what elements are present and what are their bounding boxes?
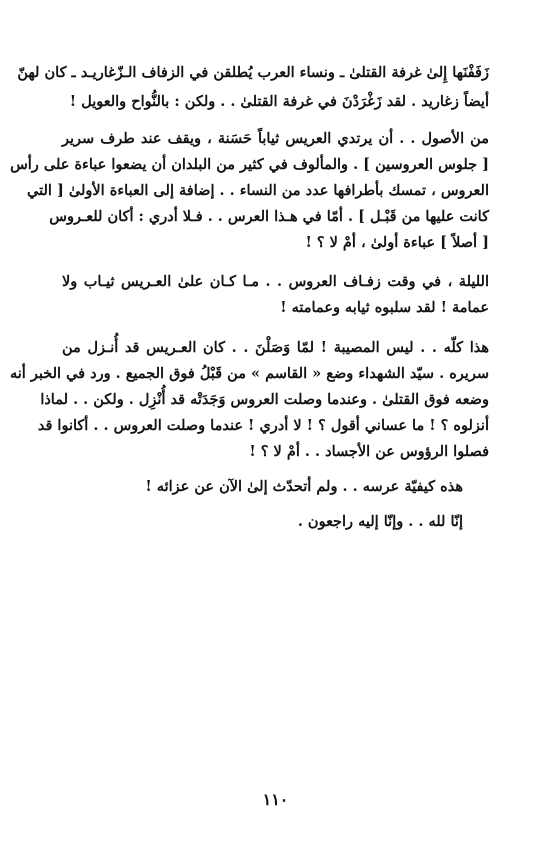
text-line: هذه كيفيّة عرسه . . ولم أتحدّث إلىٰ الآن عن عزائه ! <box>145 478 463 495</box>
text-line: أيضاً زغاريد . لقد زَغْرَدْنَ في غرفة القتلىٰ . . ولكن : بالنُّواح والعويل ! <box>69 93 489 110</box>
text-line: هذا كلّه . . ليس المصيبة ! لمّا وَصَلْنَ . . كان العـريس قد أُنـزل من <box>62 339 489 356</box>
text-line: وضعه فوق القتلىٰ . وعندما وصلت العروس وَجَدَتْه قد أُنْزِل . ولكن . . لماذا <box>40 391 489 408</box>
text-line: العروس ، تمسك بأطرافها عدد من النساء . . إضافة إلى العباءة الأولىٰ [ التي <box>27 182 489 199</box>
page-number: ١١٠ <box>262 790 289 809</box>
text-line: كانت عليها من قَبْـل ] . أمّا في هـذا العرس . . فـلا أدري : أكان للعـروس <box>49 208 489 225</box>
text-line: عمامة ! لقد سلبوه ثيابه وعمامته ! <box>280 299 489 316</box>
text-line: إنّا لله . . وإنّا إليه راجعون . <box>297 513 463 530</box>
text-line: من الأصول . . أن يرتدي العريس ثياباً حَسَنة ، ويقف عند طرف سرير <box>62 130 489 147</box>
text-line: فصلوا الرؤوس عن الأجساد . . أمْ لا ؟ ! <box>249 443 489 460</box>
text-line: زَفَفْنَها إِلىٰ غرفة القتلىٰ ـ ونساء العرب يُطلقن في الزفاف الـزّغاريـد ـ كان لهنّ <box>17 64 489 81</box>
text-line: [ جلوس العروسين ] . والمألوف في كثير من البلدان أن يضعوا عباءة على رأس <box>10 156 489 173</box>
text-line: الليلة ، في وقت زفـاف العروس . . مـا كـان علىٰ العـريس ثيـاب ولا <box>62 273 489 290</box>
text-line: [ أصلاً ] عباءة أولىٰ ، أمْ لا ؟ ! <box>305 234 489 251</box>
text-line: سريره . سيّد الشهداء وضع « القاسم » من قَبْلُ فوق الجميع . ورد في الخبر أنه <box>9 365 489 382</box>
text-line: أنزلوه ؟ ! ما عساني أقول ؟ ! لا أدري ! عندما وصلت العروس . . أكانوا قد <box>37 417 489 434</box>
